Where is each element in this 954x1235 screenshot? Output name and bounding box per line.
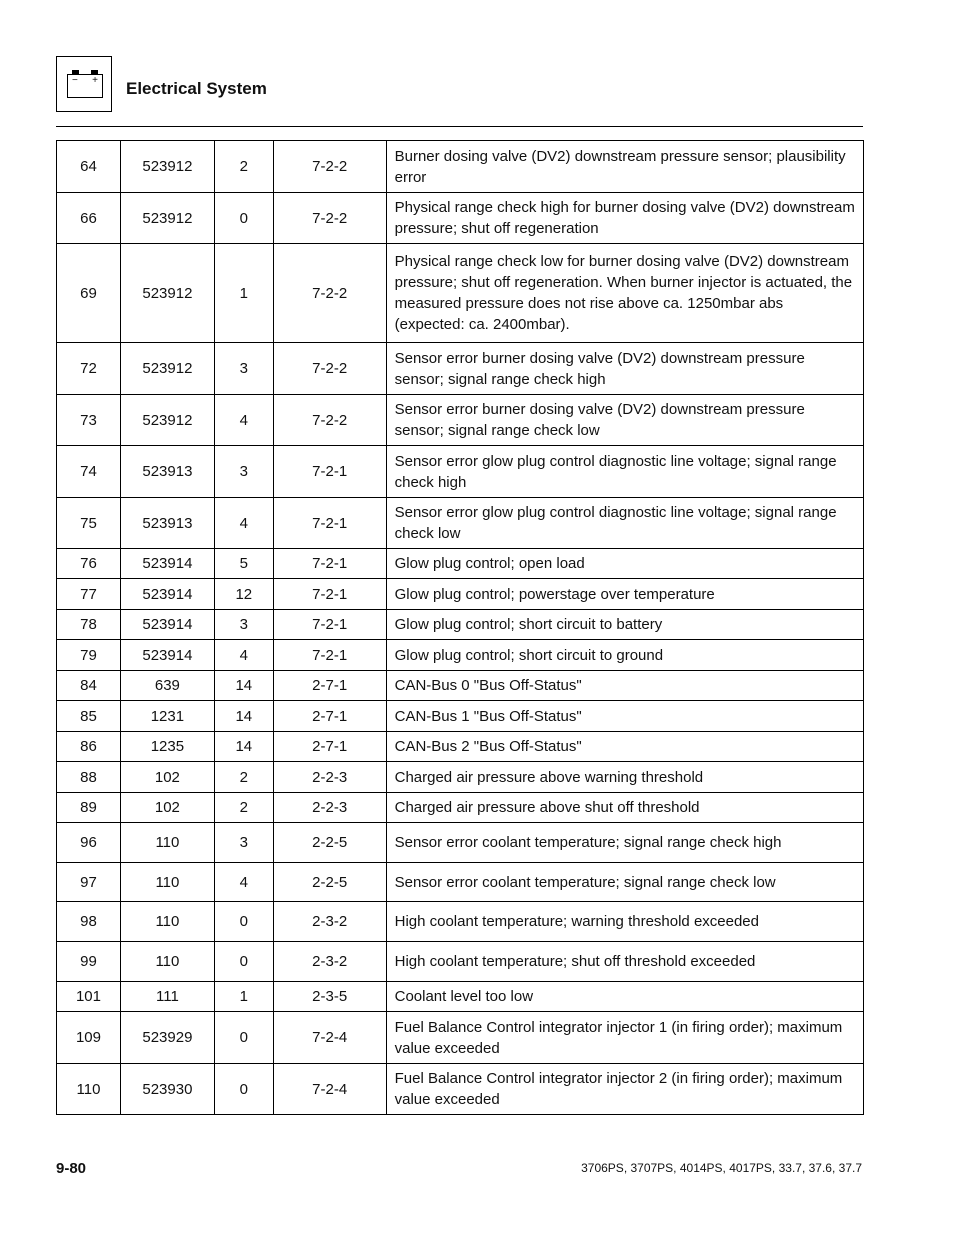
description-cell: Sensor error glow plug control diagnostic line voltage; signal range check high	[386, 446, 863, 498]
code-cell: 79	[57, 640, 121, 671]
description-cell: Burner dosing valve (DV2) downstream pressure sensor; plausibility error	[386, 141, 863, 193]
table-row	[57, 732, 864, 762]
code-cell: 64	[57, 141, 121, 193]
description-cell: CAN-Bus 1 "Bus Off-Status"	[386, 701, 863, 732]
code-cell: 101	[57, 982, 121, 1012]
fmi-cell: 14	[214, 732, 273, 762]
description-cell: Sensor error coolant temperature; signal range check high	[386, 823, 863, 863]
blink-code-cell: 7-2-1	[273, 446, 386, 498]
blink-code-cell: 2-2-3	[273, 762, 386, 793]
battery-terminal-negative	[72, 70, 79, 74]
code-cell: 110	[57, 1064, 121, 1115]
table-row	[57, 823, 864, 863]
table-row	[57, 579, 864, 610]
code-cell: 109	[57, 1012, 121, 1064]
table-row	[57, 1012, 864, 1064]
spn-cell: 523912	[120, 141, 214, 193]
spn-cell: 523914	[120, 610, 214, 640]
spn-cell: 110	[120, 902, 214, 942]
description-cell: Sensor error burner dosing valve (DV2) downstream pressure sensor; signal range check high	[386, 343, 863, 395]
spn-cell: 523914	[120, 549, 214, 579]
table-row	[57, 793, 864, 823]
table-row	[57, 498, 864, 549]
code-cell: 73	[57, 395, 121, 446]
description-cell: Glow plug control; short circuit to ground	[386, 640, 863, 671]
code-cell: 74	[57, 446, 121, 498]
table-row	[57, 141, 864, 193]
code-cell: 89	[57, 793, 121, 823]
fmi-cell: 3	[214, 823, 273, 863]
table-row	[57, 610, 864, 640]
battery-icon	[67, 74, 103, 98]
fmi-cell: 4	[214, 863, 273, 902]
blink-code-cell: 7-2-1	[273, 579, 386, 610]
spn-cell: 523912	[120, 193, 214, 244]
table-row	[57, 902, 864, 942]
spn-cell: 523913	[120, 498, 214, 549]
spn-cell: 523912	[120, 395, 214, 446]
description-cell: High coolant temperature; shut off threshold exceeded	[386, 942, 863, 982]
fmi-cell: 5	[214, 549, 273, 579]
spn-cell: 102	[120, 762, 214, 793]
fmi-cell: 14	[214, 671, 273, 701]
description-cell: Glow plug control; powerstage over temperature	[386, 579, 863, 610]
fmi-cell: 14	[214, 701, 273, 732]
blink-code-cell: 7-2-1	[273, 610, 386, 640]
description-cell: CAN-Bus 2 "Bus Off-Status"	[386, 732, 863, 762]
section-title: Electrical System	[126, 79, 267, 98]
table-row	[57, 863, 864, 902]
description-cell: Sensor error glow plug control diagnostic line voltage; signal range check low	[386, 498, 863, 549]
code-cell: 85	[57, 701, 121, 732]
blink-code-cell: 7-2-1	[273, 498, 386, 549]
description-cell: Fuel Balance Control integrator injector 1 (in firing order); maximum value exceeded	[386, 1012, 863, 1064]
blink-code-cell: 2-2-3	[273, 793, 386, 823]
fmi-cell: 2	[214, 793, 273, 823]
fmi-cell: 1	[214, 244, 273, 343]
model-list: 3706PS, 3707PS, 4014PS, 4017PS, 33.7, 37.6, 37.7	[581, 1161, 862, 1175]
table-row	[57, 701, 864, 732]
spn-cell: 111	[120, 982, 214, 1012]
blink-code-cell: 2-2-5	[273, 863, 386, 902]
page-number: 9-80	[56, 1160, 87, 1177]
description-cell: Fuel Balance Control integrator injector 2 (in firing order); maximum value exceeded	[386, 1064, 863, 1115]
code-cell: 96	[57, 823, 121, 863]
spn-cell: 523914	[120, 640, 214, 671]
description-cell: Sensor error burner dosing valve (DV2) downstream pressure sensor; signal range check low	[386, 395, 863, 446]
description-cell: Coolant level too low	[386, 982, 863, 1012]
table-row	[57, 1064, 864, 1115]
code-cell: 77	[57, 579, 121, 610]
code-cell: 99	[57, 942, 121, 982]
blink-code-cell: 2-7-1	[273, 701, 386, 732]
blink-code-cell: 7-2-2	[273, 141, 386, 193]
blink-code-cell: 2-3-2	[273, 942, 386, 982]
table-row	[57, 446, 864, 498]
description-cell: Physical range check low for burner dosing valve (DV2) downstream pressure; shut off regeneration. When burner injector is actuated, the measured pressure does not rise above ca. 1250mbar abs (expected: ca. 2400mbar).	[386, 244, 863, 343]
description-cell: Sensor error coolant temperature; signal range check low	[386, 863, 863, 902]
blink-code-cell: 7-2-4	[273, 1012, 386, 1064]
code-cell: 76	[57, 549, 121, 579]
fmi-cell: 0	[214, 1064, 273, 1115]
code-cell: 69	[57, 244, 121, 343]
fmi-cell: 4	[214, 395, 273, 446]
spn-cell: 523930	[120, 1064, 214, 1115]
spn-cell: 523913	[120, 446, 214, 498]
fault-code-table-body	[57, 141, 864, 1115]
battery-plus-sign: +	[92, 75, 98, 86]
fmi-cell: 12	[214, 579, 273, 610]
code-cell: 98	[57, 902, 121, 942]
table-row	[57, 640, 864, 671]
code-cell: 72	[57, 343, 121, 395]
description-cell: Glow plug control; open load	[386, 549, 863, 579]
fmi-cell: 4	[214, 498, 273, 549]
blink-code-cell: 2-3-5	[273, 982, 386, 1012]
blink-code-cell: 7-2-1	[273, 549, 386, 579]
blink-code-cell: 7-2-2	[273, 343, 386, 395]
table-row	[57, 549, 864, 579]
blink-code-cell: 7-2-1	[273, 640, 386, 671]
blink-code-cell: 7-2-4	[273, 1064, 386, 1115]
fmi-cell: 0	[214, 193, 273, 244]
spn-cell: 639	[120, 671, 214, 701]
description-cell: CAN-Bus 0 "Bus Off-Status"	[386, 671, 863, 701]
blink-code-cell: 7-2-2	[273, 193, 386, 244]
table-row	[57, 244, 864, 343]
spn-cell: 523914	[120, 579, 214, 610]
table-row	[57, 762, 864, 793]
fmi-cell: 3	[214, 343, 273, 395]
fmi-cell: 2	[214, 762, 273, 793]
table-row	[57, 942, 864, 982]
spn-cell: 110	[120, 863, 214, 902]
fmi-cell: 0	[214, 942, 273, 982]
blink-code-cell: 2-3-2	[273, 902, 386, 942]
description-cell: Charged air pressure above shut off threshold	[386, 793, 863, 823]
table-row	[57, 982, 864, 1012]
blink-code-cell: 2-7-1	[273, 671, 386, 701]
description-cell: Glow plug control; short circuit to battery	[386, 610, 863, 640]
blink-code-cell: 7-2-2	[273, 244, 386, 343]
spn-cell: 523912	[120, 343, 214, 395]
battery-minus-sign: −	[72, 75, 78, 86]
spn-cell: 110	[120, 823, 214, 863]
description-cell: Charged air pressure above warning threshold	[386, 762, 863, 793]
fmi-cell: 2	[214, 141, 273, 193]
code-cell: 66	[57, 193, 121, 244]
table-row	[57, 193, 864, 244]
fmi-cell: 4	[214, 640, 273, 671]
table-row	[57, 395, 864, 446]
fmi-cell: 0	[214, 902, 273, 942]
fmi-cell: 1	[214, 982, 273, 1012]
header-divider	[56, 126, 863, 127]
battery-terminal-positive	[91, 70, 98, 74]
code-cell: 97	[57, 863, 121, 902]
spn-cell: 102	[120, 793, 214, 823]
code-cell: 78	[57, 610, 121, 640]
spn-cell: 1235	[120, 732, 214, 762]
description-cell: Physical range check high for burner dosing valve (DV2) downstream pressure; shut off regeneration	[386, 193, 863, 244]
blink-code-cell: 7-2-2	[273, 395, 386, 446]
spn-cell: 523929	[120, 1012, 214, 1064]
description-cell: High coolant temperature; warning threshold exceeded	[386, 902, 863, 942]
fault-code-table	[56, 140, 864, 1115]
fmi-cell: 3	[214, 610, 273, 640]
fmi-cell: 0	[214, 1012, 273, 1064]
header-icon-box	[56, 56, 112, 112]
table-row	[57, 671, 864, 701]
blink-code-cell: 2-2-5	[273, 823, 386, 863]
code-cell: 86	[57, 732, 121, 762]
table-row	[57, 343, 864, 395]
code-cell: 88	[57, 762, 121, 793]
code-cell: 84	[57, 671, 121, 701]
code-cell: 75	[57, 498, 121, 549]
spn-cell: 523912	[120, 244, 214, 343]
fmi-cell: 3	[214, 446, 273, 498]
spn-cell: 110	[120, 942, 214, 982]
blink-code-cell: 2-7-1	[273, 732, 386, 762]
spn-cell: 1231	[120, 701, 214, 732]
